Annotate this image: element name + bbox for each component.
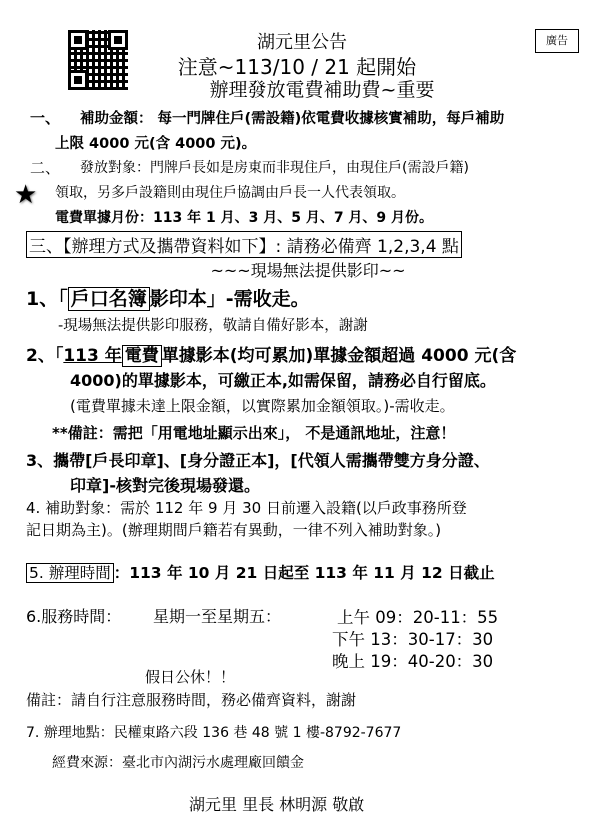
item-4-line-2: 記日期為主)。(辦理期間戶籍若有異動，一律不列入補助對象。) <box>26 521 442 539</box>
section-1-line-2: 上限 4000 元(含 4000 元)。 <box>55 136 257 152</box>
notice-title: 湖元里公告 <box>257 32 347 53</box>
funding-line: 經費來源：臺北市內湖污水處理廠回饋金 <box>52 755 304 771</box>
section-2-line-1: 發放對象：門牌戶長如是房東而非現住戶，由現住戶(需設戶籍) <box>80 160 469 176</box>
item-3-line-2: 印章]-核對完後現場發還。 <box>70 476 260 495</box>
item-1-suffix: 」-需收走。 <box>206 288 310 310</box>
star-icon: ★ <box>14 180 38 210</box>
hours-morning: 上午 09：20-11：55 <box>337 608 499 627</box>
service-days: 星期一至星期五： <box>153 607 282 626</box>
item-2-prefix: 2、「 <box>26 346 64 366</box>
item-2-line-2: 4000)的單據影本，可繳正本,如需保留，請務必自行留底。 <box>70 371 496 390</box>
item-1-line <box>26 284 310 311</box>
item-1-household-register: 戶口名簿 <box>68 287 150 311</box>
item-1-copy: 影印本 <box>149 288 207 310</box>
qr-code <box>68 30 128 90</box>
item-1-prefix: 1、「 <box>26 288 68 310</box>
signature: 湖元里 里長 林明源 敬啟 <box>189 795 365 814</box>
item-2-line-3: (電費單據未達上限金額，以實際累加金額領取。)-需收走。 <box>70 397 455 415</box>
item-2-electricity: 電費 <box>122 345 162 367</box>
subsidy-headline: 辦理發放電費補助費~重要 <box>209 79 435 101</box>
service-remark: 備註：請自行注意服務時間，務必備齊資料，謝謝 <box>26 691 357 709</box>
section-3-subheading: ~~~現場無法提供影印~~ <box>210 261 406 280</box>
service-hours-label: 6.服務時間： <box>26 607 122 626</box>
section-1-line-1: 補助金額： 每一門牌住戶(需設籍)依電費收據核實補助，每戶補助 <box>80 111 505 127</box>
hours-afternoon: 下午 13：30-17：30 <box>332 630 494 649</box>
item-2-line-1 <box>26 341 516 366</box>
holiday-closed: 假日公休！！ <box>145 668 236 686</box>
section-5-period: ：113 年 10 月 21 日起至 113 年 11 月 12 日截止 <box>113 564 495 582</box>
ad-badge: 廣告 <box>535 29 579 53</box>
item-3-line-1: 3、攜帶[戶長印章]、[身分證正本]，[代領人需攜帶雙方身分證、 <box>26 451 490 470</box>
start-date-line: 注意~113/10 / 21 起開始 <box>177 55 417 79</box>
section-5-line <box>26 561 495 583</box>
item-2-note: **備註：需把「用電地址顯示出來」， 不是通訊地址，注意！ <box>52 424 456 442</box>
location-line: 7. 辦理地點：民權東路六段 136 巷 48 號 1 樓-8792-7677 <box>26 725 402 741</box>
section-2-line-3: 電費單據月份：113 年 1 月、3 月、5 月、7 月、9 月份。 <box>55 210 434 226</box>
item-1-note: -現場無法提供影印服務，敬請自備好影本，謝謝 <box>58 318 368 334</box>
hours-evening: 晚上 19：40-20：30 <box>332 652 494 671</box>
section-5-label: 5. 辦理時間 <box>26 563 114 583</box>
item-4-line-1: 4. 補助對象：需於 112 年 9 月 30 日前遷入設籍(以戶政事務所登 <box>26 499 467 517</box>
item-2-text: 單據影本(均可累加)單據金額超過 4000 元(含 <box>161 346 517 366</box>
section-1-number: 一、 <box>30 109 61 127</box>
section-2-line-2: 領取，另多戶設籍則由現住戶協調由戶長一人代表領取。 <box>55 185 405 201</box>
section-3-heading: 三、【辦理方式及攜帶資料如下】: 請務必備齊 1,2,3,4 點 <box>26 231 462 258</box>
section-2-number: 二、 <box>30 159 61 177</box>
item-2-year: 113 年 <box>63 346 122 366</box>
